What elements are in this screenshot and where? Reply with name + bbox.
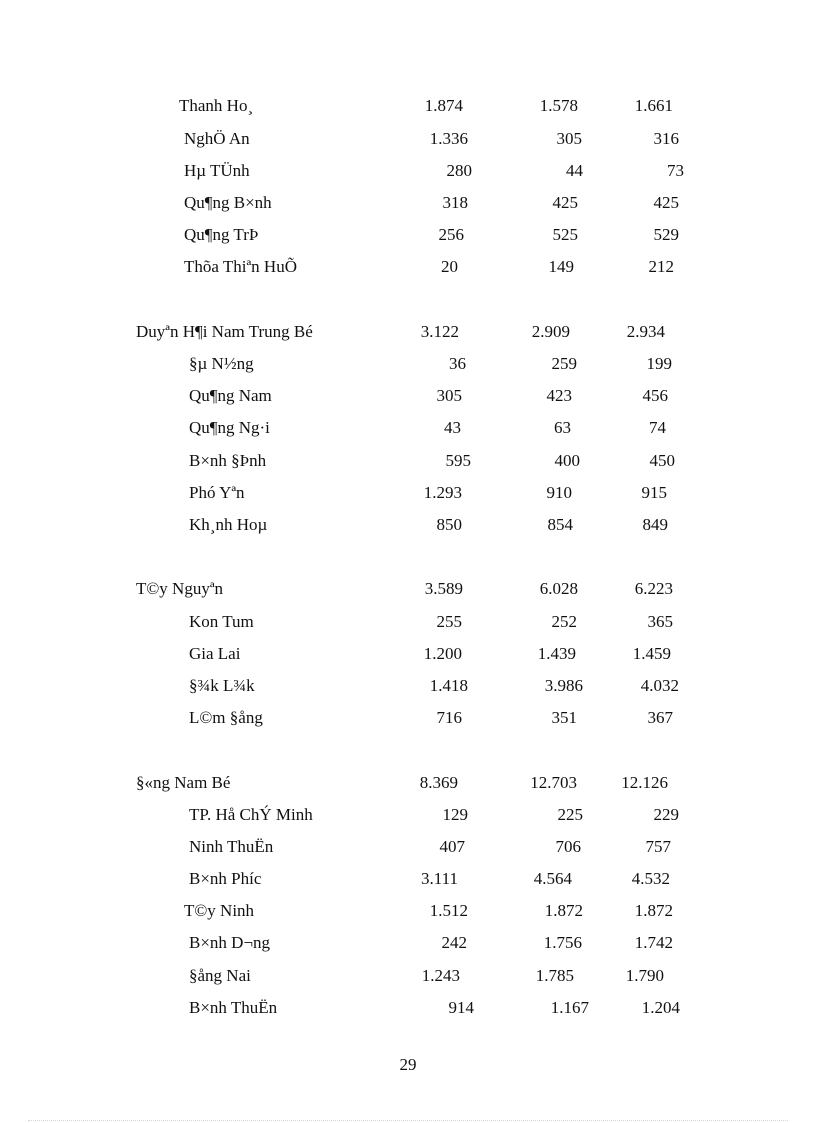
region-name: Qu¶ng Nam <box>189 386 272 405</box>
value-col-3: 1.790 <box>625 966 664 985</box>
table-row <box>0 352 816 376</box>
value-col-3: 450 <box>649 451 675 470</box>
region-name: B×nh D¬ng <box>189 933 271 952</box>
table-row <box>0 191 816 215</box>
value-col-1: 1.512 <box>429 901 468 920</box>
value-col-2: 1.439 <box>537 644 576 663</box>
value-col-3: 12.126 <box>621 773 668 792</box>
value-col-1: 407 <box>439 837 465 856</box>
table-row <box>0 899 816 923</box>
value-col-3: 849 <box>642 515 668 534</box>
table-row <box>0 127 816 151</box>
value-col-1: 318 <box>442 193 468 212</box>
region-name: Gia Lai <box>189 644 241 663</box>
value-col-2: 305 <box>556 129 582 148</box>
value-col-2: 854 <box>547 515 573 534</box>
value-col-2: 225 <box>557 805 583 824</box>
value-col-3: 212 <box>648 257 674 276</box>
value-col-1: 43 <box>444 418 461 437</box>
table-row <box>0 931 816 955</box>
value-col-1: 3.122 <box>420 322 459 341</box>
value-col-3: 73 <box>667 161 684 180</box>
value-col-3: 6.223 <box>634 579 673 598</box>
value-col-1: 256 <box>438 225 464 244</box>
value-col-3: 4.032 <box>640 676 679 695</box>
table-row <box>0 610 816 634</box>
value-col-3: 367 <box>647 708 673 727</box>
table-row <box>0 416 816 440</box>
value-col-3: 456 <box>642 386 668 405</box>
region-name: B×nh ThuËn <box>189 998 278 1017</box>
region-name: Kon Tum <box>189 612 254 631</box>
value-col-2: 4.564 <box>533 869 572 888</box>
value-col-2: 2.909 <box>531 322 570 341</box>
region-name: NghÖ An <box>184 129 250 148</box>
region-name: TP. Hå ChÝ Minh <box>189 805 313 824</box>
table-row <box>0 94 816 118</box>
value-col-2: 63 <box>554 418 571 437</box>
value-col-3: 74 <box>649 418 666 437</box>
value-col-2: 149 <box>548 257 574 276</box>
value-col-1: 1.418 <box>429 676 468 695</box>
value-col-2: 3.986 <box>544 676 583 695</box>
table-row <box>0 384 816 408</box>
region-name: §µ N½ng <box>189 354 254 373</box>
region-name: Qu¶ng TrÞ <box>184 225 259 244</box>
table-row <box>0 642 816 666</box>
region-name: Duyªn H¶i Nam Trung Bé <box>136 322 313 341</box>
table-row <box>0 255 816 279</box>
region-name: L©m §ång <box>189 708 263 727</box>
region-name: Qu¶ng Ng·i <box>189 418 270 437</box>
region-name: Phó Yªn <box>189 483 245 502</box>
table-row <box>0 706 816 730</box>
value-col-1: 914 <box>448 998 474 1017</box>
value-col-2: 1.785 <box>535 966 574 985</box>
value-col-1: 255 <box>436 612 462 631</box>
value-col-1: 20 <box>441 257 458 276</box>
value-col-3: 1.742 <box>634 933 673 952</box>
table-row <box>0 674 816 698</box>
page-number: 29 <box>399 1055 417 1074</box>
region-name: Thõa Thiªn HuÕ <box>184 257 297 276</box>
value-col-2: 423 <box>546 386 572 405</box>
table-row <box>0 964 816 988</box>
value-col-2: 425 <box>552 193 578 212</box>
value-col-1: 3.111 <box>421 869 458 888</box>
value-col-1: 716 <box>436 708 462 727</box>
table-row <box>0 481 816 505</box>
table-row <box>0 577 816 601</box>
table-row <box>0 771 816 795</box>
value-col-3: 529 <box>653 225 679 244</box>
value-col-3: 425 <box>653 193 679 212</box>
value-col-1: 1.243 <box>421 966 460 985</box>
value-col-1: 1.336 <box>429 129 468 148</box>
region-name: T©y Ninh <box>184 901 255 920</box>
region-name: B×nh §Þnh <box>189 451 267 470</box>
value-col-2: 1.167 <box>550 998 589 1017</box>
region-name: Hµ TÜnh <box>184 161 250 180</box>
table-row <box>0 320 816 344</box>
region-name: §«ng Nam Bé <box>136 773 231 792</box>
value-col-3: 229 <box>653 805 679 824</box>
value-col-2: 351 <box>551 708 577 727</box>
value-col-1: 1.874 <box>424 96 463 115</box>
table-row <box>0 159 816 183</box>
value-col-2: 6.028 <box>539 579 578 598</box>
region-name: Ninh ThuËn <box>189 837 274 856</box>
value-col-3: 316 <box>653 129 679 148</box>
value-col-2: 252 <box>551 612 577 631</box>
value-col-3: 199 <box>646 354 672 373</box>
value-col-2: 525 <box>552 225 578 244</box>
value-col-3: 1.872 <box>634 901 673 920</box>
region-name: §¾k L¾k <box>189 676 255 695</box>
value-col-1: 1.200 <box>423 644 462 663</box>
value-col-2: 1.756 <box>543 933 582 952</box>
value-col-2: 1.578 <box>539 96 578 115</box>
value-col-3: 365 <box>647 612 673 631</box>
value-col-3: 1.661 <box>634 96 673 115</box>
value-col-2: 706 <box>555 837 581 856</box>
value-col-1: 305 <box>436 386 462 405</box>
value-col-2: 1.872 <box>544 901 583 920</box>
table-row <box>0 867 816 891</box>
region-name: §ång Nai <box>189 966 251 985</box>
value-col-3: 1.459 <box>632 644 671 663</box>
value-col-3: 2.934 <box>626 322 665 341</box>
region-name: T©y Nguyªn <box>136 579 224 598</box>
table-row <box>0 223 816 247</box>
table-row <box>0 513 816 537</box>
region-name: Thanh Ho¸ <box>179 96 254 115</box>
value-col-3: 1.204 <box>641 998 680 1017</box>
value-col-3: 4.532 <box>631 869 670 888</box>
value-col-3: 757 <box>645 837 671 856</box>
value-col-1: 36 <box>449 354 466 373</box>
value-col-2: 910 <box>546 483 572 502</box>
page-bottom-divider <box>28 1120 788 1121</box>
value-col-1: 3.589 <box>424 579 463 598</box>
value-col-1: 242 <box>441 933 467 952</box>
table-row <box>0 835 816 859</box>
value-col-2: 400 <box>554 451 580 470</box>
value-col-1: 595 <box>445 451 471 470</box>
value-col-1: 8.369 <box>419 773 458 792</box>
region-name: B×nh Phíc <box>189 869 262 888</box>
table-row <box>0 449 816 473</box>
value-col-1: 129 <box>442 805 468 824</box>
value-col-1: 1.293 <box>423 483 462 502</box>
value-col-1: 280 <box>446 161 472 180</box>
value-col-1: 850 <box>436 515 462 534</box>
region-name: Kh¸nh Hoµ <box>189 515 268 534</box>
table-row <box>0 996 816 1020</box>
table-row <box>0 803 816 827</box>
region-name: Qu¶ng B×nh <box>184 193 272 212</box>
value-col-2: 12.703 <box>530 773 577 792</box>
value-col-2: 44 <box>566 161 583 180</box>
value-col-3: 915 <box>641 483 667 502</box>
value-col-2: 259 <box>551 354 577 373</box>
